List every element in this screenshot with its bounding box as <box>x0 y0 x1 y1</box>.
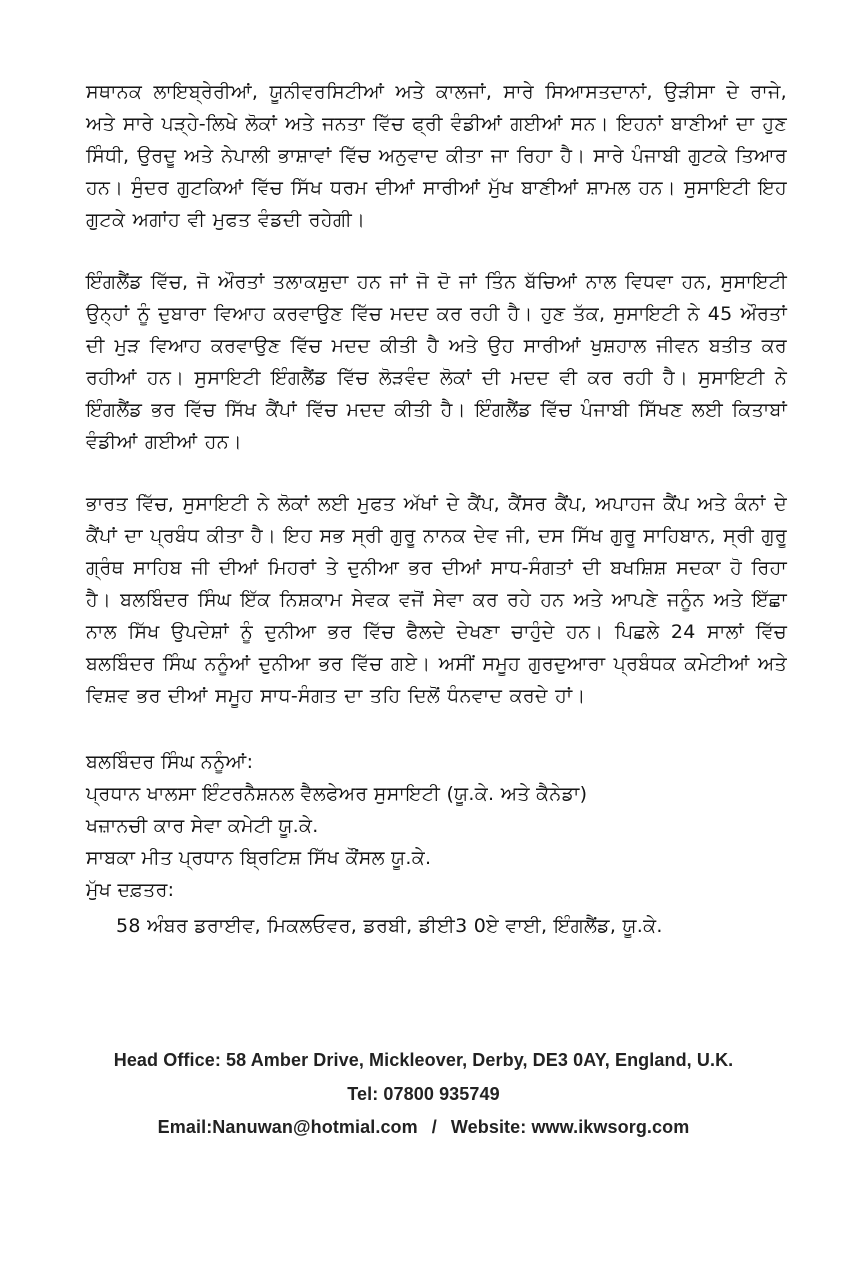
signature-role-former-vice-president: ਸਾਬਕਾ ਮੀਤ ਪ੍ਰਧਾਨ ਬ੍ਰਿਟਿਸ਼ ਸਿੱਖ ਕੌਂਸਲ ਯੂ.ਕੇ. <box>86 847 432 869</box>
contact-head-office: Head Office: 58 Amber Drive, Mickleover, Derby, DE3 0AY, England, U.K. <box>113 1050 734 1070</box>
signature-name: ਬਲਬਿੰਦਰ ਸਿੰਘ ਨਨੂੰਆਂ: <box>86 751 254 773</box>
signature-office-address: 58 ਅੰਬਰ ਡਰਾਈਵ, ਮਿਕਲਓਵਰ, ਡਰਬੀ, ਡੀਈ3 0ਏ ਵਾਈ, ਇੰਗਲੈਂਡ, ਯੂ.ਕੇ. <box>116 915 663 937</box>
signature-role-president: ਪ੍ਰਧਾਨ ਖਾਲਸਾ ਇੰਟਰਨੈਸ਼ਨਲ ਵੈਲਫੇਅਰ ਸੁਸਾਇਟੀ (ਯੂ.ਕੇ. ਅਤੇ ਕੈਨੇਡਾ) <box>86 783 588 805</box>
signature-role-treasurer: ਖਜ਼ਾਨਚੀ ਕਾਰ ਸੇਵਾ ਕਮੇਟੀ ਯੂ.ਕੇ. <box>86 815 319 837</box>
signature-block <box>86 746 787 942</box>
paragraph-2: ਇੰਗਲੈਂਡ ਵਿੱਚ, ਜੋ ਔਰਤਾਂ ਤਲਾਕਸ਼ੁਦਾ ਹਨ ਜਾਂ ਜੋ ਦੋ ਜਾਂ ਤਿੰਨ ਬੱਚਿਆਂ ਨਾਲ ਵਿਧਵਾ ਹਨ, ਸੁਸਾਇਟੀ ਉਨ੍ਹਾਂ ਨੂੰ ਦੁਬਾਰਾ ਵਿਆਹ ਕਰਵਾਉਣ ਵਿੱਚ ਮਦਦ ਕਰ ਰਹੀ ਹੈ। ਹੁਣ ਤੱਕ, ਸੁਸਾਇਟੀ ਨੇ 45 ਔਰਤਾਂ ਦੀ ਮੁੜ ਵਿਆਹ ਕਰਵਾਉਣ ਵਿੱਚ ਮਦਦ ਕੀਤੀ ਹੈ ਅਤੇ ਉਹ ਸਾਰੀਆਂ ਖੁਸ਼ਹਾਲ ਜੀਵਨ ਬਤੀਤ ਕਰ ਰਹੀਆਂ ਹਨ। ਸੁਸਾਇਟੀ ਇੰਗਲੈਂਡ ਵਿੱਚ ਲੋੜਵੰਦ ਲੋਕਾਂ ਦੀ ਮਦਦ ਵੀ ਕਰ ਰਹੀ ਹੈ। ਸੁਸਾਇਟੀ ਨੇ ਇੰਗਲੈਂਡ ਭਰ ਵਿੱਚ ਸਿੱਖ ਕੈਂਪਾਂ ਵਿੱਚ ਮਦਦ ਕੀਤੀ ਹੈ। ਇੰਗਲੈਂਡ ਵਿੱਚ ਪੰਜਾਬੀ ਸਿੱਖਣ ਲਈ ਕਿਤਾਬਾਂ ਵੰਡੀਆਂ ਗਈਆਂ ਹਨ। <box>86 271 787 453</box>
contact-website: Website: www.ikwsorg.com <box>450 1117 690 1137</box>
paragraph-1: ਸਥਾਨਕ ਲਾਇਬ੍ਰੇਰੀਆਂ, ਯੂਨੀਵਰਸਿਟੀਆਂ ਅਤੇ ਕਾਲਜਾਂ, ਸਾਰੇ ਸਿਆਸਤਦਾਨਾਂ, ਉੜੀਸਾ ਦੇ ਰਾਜੇ, ਅਤੇ ਸਾਰੇ ਪੜ੍ਹੇ-ਲਿਖੇ ਲੋਕਾਂ ਅਤੇ ਜਨਤਾ ਵਿੱਚ ਫ੍ਰੀ ਵੰਡੀਆਂ ਗਈਆਂ ਸਨ। ਇਹਨਾਂ ਬਾਣੀਆਂ ਦਾ ਹੁਣ ਸਿੰਧੀ, ਉਰਦੂ ਅਤੇ ਨੇਪਾਲੀ ਭਾਸ਼ਾਵਾਂ ਵਿੱਚ ਅਨੁਵਾਦ ਕੀਤਾ ਜਾ ਰਿਹਾ ਹੈ। ਸਾਰੇ ਪੰਜਾਬੀ ਗੁਟਕੇ ਤਿਆਰ ਹਨ। ਸੁੰਦਰ ਗੁਟਕਿਆਂ ਵਿੱਚ ਸਿੱਖ ਧਰਮ ਦੀਆਂ ਸਾਰੀਆਂ ਮੁੱਖ ਬਾਣੀਆਂ ਸ਼ਾਮਲ ਹਨ। ਸੁਸਾਇਟੀ ਇਹ ਗੁਟਕੇ ਅਗਾਂਹ ਵੀ ਮੁਫਤ ਵੰਡਦੀ ਰਹੇਗੀ। <box>86 81 787 231</box>
contact-email: Email:Nanuwan@hotmial.com <box>157 1117 418 1137</box>
signature-office-label: ਮੁੱਖ ਦਫ਼ਤਰ: <box>86 879 175 901</box>
contact-email-website-line <box>0 1117 847 1138</box>
contact-telephone: Tel: 07800 935749 <box>347 1084 500 1104</box>
contact-separator: / <box>431 1117 437 1137</box>
paragraph-3: ਭਾਰਤ ਵਿੱਚ, ਸੁਸਾਇਟੀ ਨੇ ਲੋਕਾਂ ਲਈ ਮੁਫਤ ਅੱਖਾਂ ਦੇ ਕੈਂਪ, ਕੈਂਸਰ ਕੈਂਪ, ਅਪਾਹਜ ਕੈਂਪ ਅਤੇ ਕੰਨਾਂ ਦੇ ਕੈਂਪਾਂ ਦਾ ਪ੍ਰਬੰਧ ਕੀਤਾ ਹੈ। ਇਹ ਸਭ ਸ੍ਰੀ ਗੁਰੂ ਨਾਨਕ ਦੇਵ ਜੀ, ਦਸ ਸਿੱਖ ਗੁਰੂ ਸਾਹਿਬਾਨ, ਸ੍ਰੀ ਗੁਰੂ ਗ੍ਰੰਥ ਸਾਹਿਬ ਜੀ ਦੀਆਂ ਮਿਹਰਾਂ ਤੇ ਦੁਨੀਆ ਭਰ ਦੀਆਂ ਸਾਧ-ਸੰਗਤਾਂ ਦੀ ਬਖਸ਼ਿਸ਼ ਸਦਕਾ ਹੋ ਰਿਹਾ ਹੈ। ਬਲਬਿੰਦਰ ਸਿੰਘ ਇੱਕ ਨਿਸ਼ਕਾਮ ਸੇਵਕ ਵਜੋਂ ਸੇਵਾ ਕਰ ਰਹੇ ਹਨ ਅਤੇ ਆਪਣੇ ਜਨੂੰਨ ਅਤੇ ਇੱਛਾ ਨਾਲ ਸਿੱਖ ਉਪਦੇਸ਼ਾਂ ਨੂੰ ਦੁਨੀਆ ਭਰ ਵਿੱਚ ਫੈਲਦੇ ਦੇਖਣਾ ਚਾਹੁੰਦੇ ਹਨ। ਪਿਛਲੇ 24 ਸਾਲਾਂ ਵਿੱਚ ਬਲਬਿੰਦਰ ਸਿੰਘ ਨਨੂੰਆਂ ਦੁਨੀਆ ਭਰ ਵਿੱਚ ਗਏ। ਅਸੀਂ ਸਮੂਹ ਗੁਰਦੁਆਰਾ ਪ੍ਰਬੰਧਕ ਕਮੇਟੀਆਂ ਅਤੇ ਵਿਸ਼ਵ ਭਰ ਦੀਆਂ ਸਮੂਹ ਸਾਧ-ਸੰਗਤ ਦਾ ਤਹਿ ਦਿਲੋਂ ਧੰਨਵਾਦ ਕਰਦੇ ਹਾਂ। <box>86 493 787 707</box>
